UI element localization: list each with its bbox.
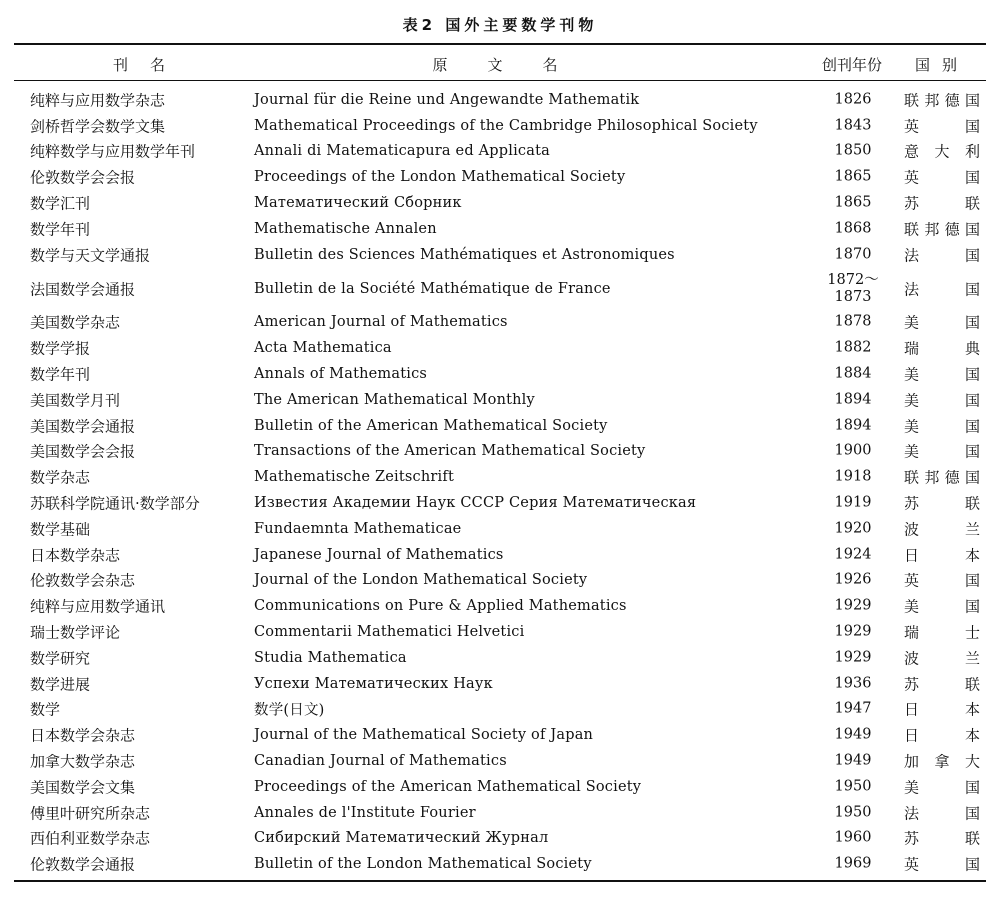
header-original-name: 原文名 bbox=[432, 56, 598, 74]
cell-country: 瑞典 bbox=[904, 339, 980, 358]
cell-original-name: Journal of the Mathematical Society of Japan bbox=[254, 727, 594, 744]
cell-title: 美国数学会文集 bbox=[30, 778, 136, 797]
cell-founding-year: 1929 bbox=[834, 649, 872, 666]
cell-title: 日本数学杂志 bbox=[30, 546, 121, 565]
cell-country: 美国 bbox=[904, 313, 980, 332]
cell-original-name: The American Mathematical Monthly bbox=[254, 391, 535, 408]
cell-founding-year: 1929 bbox=[834, 623, 872, 640]
table-row bbox=[0, 268, 1000, 310]
table-row bbox=[0, 216, 1000, 242]
table-row bbox=[0, 464, 1000, 490]
cell-founding-year: 1929 bbox=[834, 597, 872, 614]
cell-original-name: Annales de l'Institute Fourier bbox=[254, 804, 476, 821]
cell-original-name: Сибирский Математический Журнал bbox=[254, 830, 549, 847]
cell-title: 数学 bbox=[30, 700, 61, 719]
cell-country: 英国 bbox=[904, 117, 980, 136]
cell-country: 苏联 bbox=[904, 829, 980, 848]
table-bottom-rule bbox=[14, 880, 986, 882]
cell-title: 剑桥哲学会数学文集 bbox=[30, 117, 166, 136]
cell-original-name: Bulletin des Sciences Mathématiques et Astronomiques bbox=[254, 246, 675, 263]
cell-country: 瑞士 bbox=[904, 623, 980, 642]
cell-original-name: Успехи Математических Наук bbox=[254, 675, 493, 692]
cell-country: 美国 bbox=[904, 778, 980, 797]
cell-title: 纯粹数学与应用数学年刊 bbox=[30, 142, 196, 161]
cell-founding-year: 1882 bbox=[834, 339, 872, 356]
table-row bbox=[0, 516, 1000, 542]
cell-original-name: Studia Mathematica bbox=[254, 649, 407, 666]
cell-country: 法国 bbox=[904, 804, 980, 823]
cell-title: 数学汇刊 bbox=[30, 194, 91, 213]
cell-founding-year: 1920 bbox=[834, 520, 872, 537]
cell-original-name: Journal für die Reine und Angewandte Mathematik bbox=[254, 91, 640, 108]
cell-original-name: Mathematische Annalen bbox=[254, 220, 437, 237]
cell-founding-year: 1843 bbox=[834, 117, 872, 134]
cell-country: 意大利 bbox=[904, 142, 980, 161]
cell-original-name: Fundaemnta Mathematicae bbox=[254, 520, 462, 537]
table-row bbox=[0, 387, 1000, 413]
table-row bbox=[0, 542, 1000, 568]
cell-founding-year: 1960 bbox=[834, 829, 872, 846]
cell-founding-year: 1949 bbox=[834, 726, 872, 743]
table-row bbox=[0, 593, 1000, 619]
cell-original-name: Japanese Journal of Mathematics bbox=[254, 546, 504, 563]
table-row bbox=[0, 722, 1000, 748]
cell-title: 数学进展 bbox=[30, 675, 91, 694]
cell-country: 英国 bbox=[904, 168, 980, 187]
cell-original-name: Известия Академии Наук СССР Серия Математическая bbox=[254, 495, 697, 512]
cell-founding-year: 1894 bbox=[834, 391, 872, 408]
cell-original-name: Proceedings of the London Mathematical Society bbox=[254, 169, 626, 186]
cell-original-name: Mathematische Zeitschrift bbox=[254, 469, 454, 486]
cell-title: 数学年刊 bbox=[30, 220, 91, 239]
cell-title: 苏联科学院通讯·数学部分 bbox=[30, 494, 200, 513]
cell-founding-year: 1884 bbox=[834, 365, 872, 382]
cell-title: 伦敦数学会杂志 bbox=[30, 571, 136, 590]
cell-title: 瑞士数学评论 bbox=[30, 623, 121, 642]
cell-original-name: 数学(日文) bbox=[254, 702, 325, 719]
year-range-end: 1873 bbox=[834, 288, 872, 305]
cell-country: 波兰 bbox=[904, 520, 980, 539]
table-row bbox=[0, 242, 1000, 268]
cell-country: 法国 bbox=[904, 246, 980, 265]
cell-country: 日本 bbox=[904, 546, 980, 565]
header-title: 刊名 bbox=[112, 56, 187, 74]
cell-original-name: Canadian Journal of Mathematics bbox=[254, 753, 507, 770]
cell-title: 伦敦数学会会报 bbox=[30, 168, 136, 187]
table-row bbox=[0, 800, 1000, 826]
cell-original-name: Математический Сборник bbox=[254, 195, 462, 212]
cell-founding-year: 1919 bbox=[834, 494, 872, 511]
table-row bbox=[0, 139, 1000, 165]
cell-original-name: Bulletin of the London Mathematical Society bbox=[254, 856, 592, 873]
cell-country: 日本 bbox=[904, 700, 980, 719]
table-row bbox=[0, 697, 1000, 723]
cell-country: 美国 bbox=[904, 365, 980, 384]
cell-founding-year: 1926 bbox=[834, 571, 872, 588]
cell-title: 数学研究 bbox=[30, 649, 91, 668]
cell-founding-year: 1969 bbox=[834, 855, 872, 872]
cell-original-name: Commentarii Mathematici Helvetici bbox=[254, 624, 525, 641]
table-row bbox=[0, 851, 1000, 877]
table-row bbox=[0, 490, 1000, 516]
cell-title: 美国数学月刊 bbox=[30, 391, 121, 410]
cell-country: 波兰 bbox=[904, 649, 980, 668]
cell-founding-year: 1950 bbox=[834, 804, 872, 821]
cell-founding-year: 1918 bbox=[834, 468, 872, 485]
cell-original-name: Annali di Matematicapura ed Applicata bbox=[254, 143, 550, 160]
cell-founding-year: 1878 bbox=[834, 313, 872, 330]
cell-founding-year: 1870 bbox=[834, 246, 872, 263]
table-header-rule bbox=[14, 80, 986, 81]
cell-title: 伦敦数学会通报 bbox=[30, 855, 136, 874]
header-country: 国别 bbox=[914, 56, 969, 74]
cell-original-name: American Journal of Mathematics bbox=[254, 314, 508, 331]
cell-founding-year: 1949 bbox=[834, 752, 872, 769]
cell-founding-year: 1894 bbox=[834, 417, 872, 434]
cell-title: 日本数学会杂志 bbox=[30, 726, 136, 745]
cell-original-name: Bulletin of the American Mathematical Society bbox=[254, 417, 608, 434]
table-row bbox=[0, 568, 1000, 594]
cell-title: 美国数学杂志 bbox=[30, 313, 121, 332]
table-row bbox=[0, 190, 1000, 216]
cell-founding-year: 1947 bbox=[834, 700, 872, 717]
table-row bbox=[0, 113, 1000, 139]
cell-country: 法国 bbox=[904, 280, 980, 299]
table-row bbox=[0, 774, 1000, 800]
table-caption: 表2 国外主要数学刊物 bbox=[402, 16, 598, 34]
cell-title: 傅里叶研究所杂志 bbox=[30, 804, 151, 823]
table-row bbox=[0, 826, 1000, 852]
cell-country: 日本 bbox=[904, 726, 980, 745]
cell-title: 数学年刊 bbox=[30, 365, 91, 384]
cell-country: 苏联 bbox=[904, 494, 980, 513]
cell-country: 英国 bbox=[904, 571, 980, 590]
cell-country: 加拿大 bbox=[904, 752, 980, 771]
cell-title: 法国数学会通报 bbox=[30, 280, 136, 299]
cell-title: 纯粹与应用数学通讯 bbox=[30, 597, 166, 616]
table-body bbox=[0, 87, 1000, 877]
cell-country: 美国 bbox=[904, 597, 980, 616]
cell-founding-year: 1826 bbox=[834, 91, 872, 108]
table-row bbox=[0, 671, 1000, 697]
cell-founding-year: 1868 bbox=[834, 220, 872, 237]
cell-founding-year bbox=[818, 272, 888, 306]
table-header bbox=[0, 50, 1000, 76]
table-row bbox=[0, 619, 1000, 645]
table-row bbox=[0, 87, 1000, 113]
cell-founding-year: 1865 bbox=[834, 194, 872, 211]
cell-title: 美国数学会通报 bbox=[30, 417, 136, 436]
cell-original-name: Mathematical Proceedings of the Cambridge Philosophical Society bbox=[254, 117, 758, 134]
cell-country: 苏联 bbox=[904, 194, 980, 213]
cell-title: 数学基础 bbox=[30, 520, 91, 539]
header-founding-year: 创刊年份 bbox=[821, 56, 882, 74]
cell-title: 纯粹与应用数学杂志 bbox=[30, 91, 166, 110]
table-top-rule bbox=[14, 43, 986, 45]
table-row bbox=[0, 164, 1000, 190]
cell-founding-year: 1850 bbox=[834, 142, 872, 159]
cell-founding-year: 1900 bbox=[834, 442, 872, 459]
cell-country: 美国 bbox=[904, 417, 980, 436]
table-row bbox=[0, 361, 1000, 387]
cell-country: 美国 bbox=[904, 391, 980, 410]
cell-title: 美国数学会会报 bbox=[30, 442, 136, 461]
cell-title: 数学学报 bbox=[30, 339, 91, 358]
table-row bbox=[0, 335, 1000, 361]
cell-original-name: Proceedings of the American Mathematical Society bbox=[254, 778, 642, 795]
cell-country: 联邦德国 bbox=[904, 468, 980, 487]
cell-country: 美国 bbox=[904, 442, 980, 461]
cell-original-name: Annals of Mathematics bbox=[254, 366, 428, 383]
cell-country: 苏联 bbox=[904, 675, 980, 694]
cell-original-name: Communications on Pure & Applied Mathematics bbox=[254, 598, 627, 615]
cell-title: 数学与天文学通报 bbox=[30, 246, 151, 265]
table-row bbox=[0, 748, 1000, 774]
cell-founding-year: 1865 bbox=[834, 168, 872, 185]
cell-title: 数学杂志 bbox=[30, 468, 91, 487]
cell-original-name: Journal of the London Mathematical Society bbox=[254, 572, 588, 589]
table-row bbox=[0, 310, 1000, 336]
cell-founding-year: 1924 bbox=[834, 546, 872, 563]
cell-title: 加拿大数学杂志 bbox=[30, 752, 136, 771]
cell-founding-year: 1936 bbox=[834, 675, 872, 692]
cell-original-name: Bulletin de la Société Mathématique de France bbox=[254, 280, 611, 297]
cell-original-name: Transactions of the American Mathematical Society bbox=[254, 443, 646, 460]
cell-founding-year: 1950 bbox=[834, 778, 872, 795]
cell-title: 西伯利亚数学杂志 bbox=[30, 829, 151, 848]
year-range-start: 1872～ bbox=[827, 271, 879, 288]
cell-original-name: Acta Mathematica bbox=[254, 340, 392, 357]
table-row bbox=[0, 413, 1000, 439]
table-row bbox=[0, 439, 1000, 465]
cell-country: 联邦德国 bbox=[904, 220, 980, 239]
table-row bbox=[0, 645, 1000, 671]
cell-country: 联邦德国 bbox=[904, 91, 980, 110]
cell-country: 英国 bbox=[904, 855, 980, 874]
